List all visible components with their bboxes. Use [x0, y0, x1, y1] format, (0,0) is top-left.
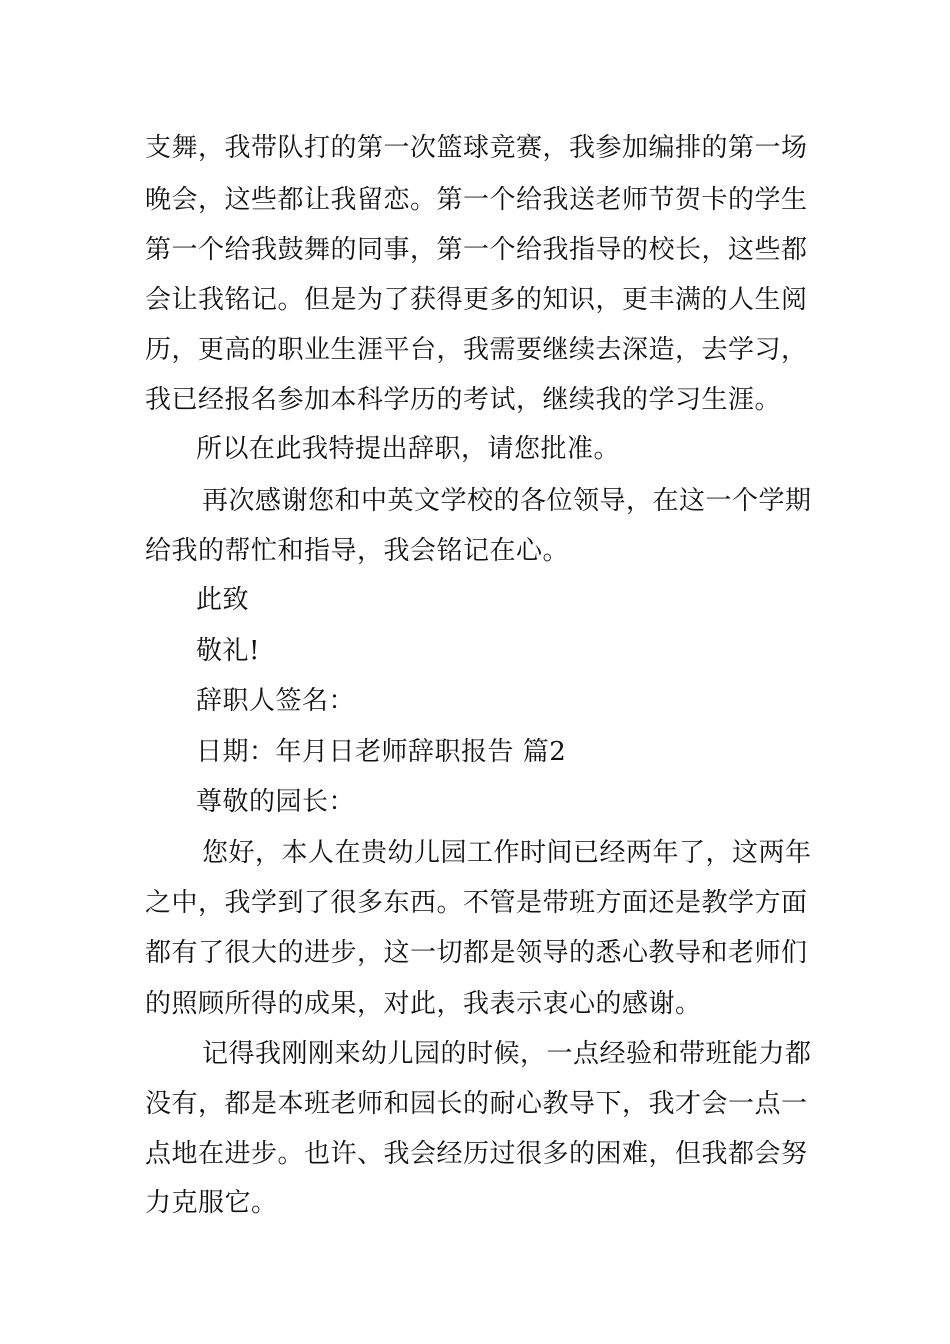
paragraph-line: 所以在此我特提出辞职，请您批准。 [196, 434, 621, 464]
paragraph-line: 您好，本人在贵幼儿园工作时间已经两年了，这两年 [202, 838, 812, 868]
paragraph-line: 再次感谢您和中英文学校的各位领导，在这一个学期 [202, 486, 812, 516]
paragraph-line: 记得我刚刚来幼儿园的时候，一点经验和带班能力都 [202, 1039, 812, 1069]
paragraph-line: 晚会，这些都让我留恋。第一个给我送老师节贺卡的学生 [145, 185, 808, 215]
paragraph-line: 第一个给我鼓舞的同事，第一个给我指导的校长，这些都 [145, 235, 808, 265]
closing-line: 敬礼! [196, 636, 260, 666]
paragraph-line: 都有了很大的进步，这一切都是领导的悉心教导和老师们 [145, 938, 808, 968]
closing-line: 此致 [196, 585, 250, 615]
date-heading-line: 日期：年月日老师辞职报告 篇2 [196, 737, 567, 767]
paragraph-line: 的照顾所得的成果，对此，我表示衷心的感谢。 [145, 989, 702, 1019]
paragraph-line: 支舞，我带队打的第一次篮球竞赛，我参加编排的第一场 [145, 133, 808, 163]
paragraph-line: 力克服它。 [145, 1188, 278, 1218]
paragraph-line: 之中，我学到了很多东西。不管是带班方面还是教学方面 [145, 888, 808, 918]
paragraph-line: 点地在进步。也许、我会经历过很多的困难，但我都会努 [145, 1139, 808, 1169]
paragraph-line: 会让我铭记。但是为了获得更多的知识，更丰满的人生阅 [145, 285, 808, 315]
salutation-line: 尊敬的园长： [196, 787, 356, 817]
paragraph-line: 历，更高的职业生涯平台，我需要继续去深造，去学习， [145, 335, 808, 365]
paragraph-line: 给我的帮忙和指导，我会铭记在心。 [145, 536, 570, 566]
signature-line: 辞职人签名： [196, 686, 356, 716]
paragraph-line: 我已经报名参加本科学历的考试，继续我的学习生涯。 [145, 385, 782, 415]
paragraph-line: 没有，都是本班老师和园长的耐心教导下，我才会一点一 [145, 1089, 808, 1119]
